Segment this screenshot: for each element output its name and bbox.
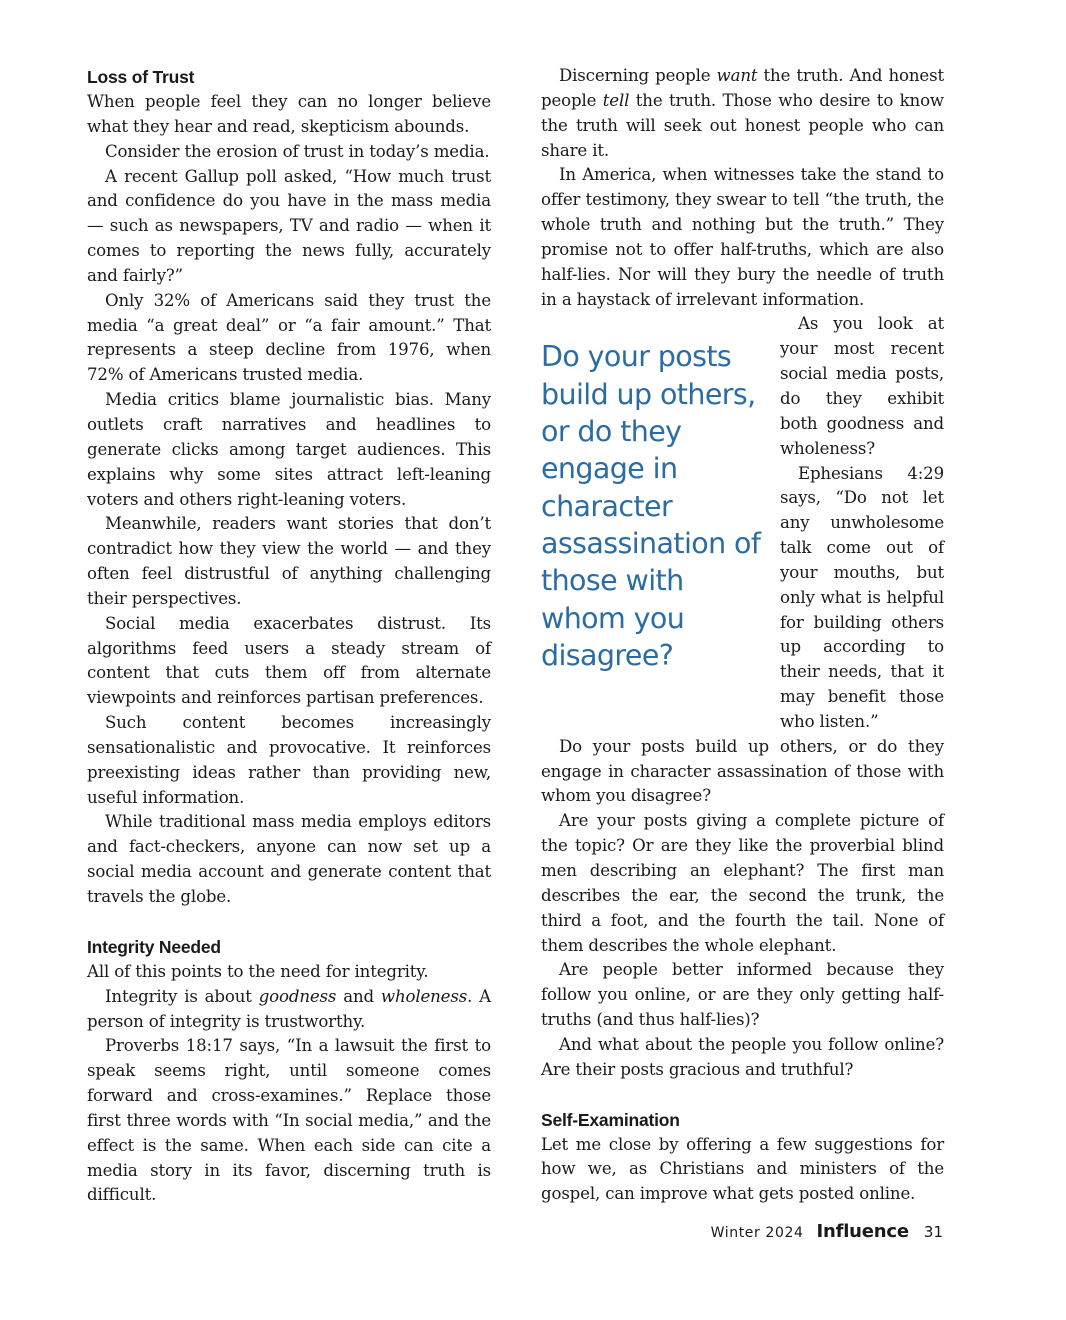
paragraph: Consider the erosion of trust in today’s media.	[105, 141, 490, 161]
paragraph: As you look at your most recent social media posts, do they exhibit both goodness and wholeness?	[780, 314, 944, 458]
paragraph: Are your posts giving a complete picture of the topic? Or are they like the proverbial blind men describing an elephant? The first man describes the ear, the second the trunk, the third a foot, and the fourth the tail. None of them describes the whole elephant.	[541, 811, 944, 955]
emphasis-wholeness: wholeness	[380, 986, 468, 1006]
issue-date: Winter 2024	[710, 1225, 804, 1241]
paragraph: Integrity is about goodness and wholeness. A person of integrity is trustworthy.	[87, 986, 491, 1031]
emphasis-want: want	[716, 66, 758, 85]
paragraph: Discerning people want the truth. And honest people tell the truth. Those who desire to know the truth will seek out honest people who can share it.	[541, 66, 944, 160]
pull-quote-section	[541, 312, 944, 734]
paragraph: And what about the people you follow online? Are their posts gracious and truthful?	[541, 1034, 944, 1079]
paragraph: Are people better informed because they follow you online, or are they only getting half-truths (and thus half-lies)?	[541, 960, 944, 1030]
paragraph: Only 32% of Americans said they trust the media “a great deal” or “a fair amount.” That represents a steep decline from 1976, when 72% of Americans trusted media.	[87, 290, 491, 385]
page-number: 31	[923, 1223, 943, 1241]
paragraph: Social media exacerbates distrust. Its algorithms feed users a steady stream of content that cuts them off from alternate viewpoints and reinforces partisan preferences.	[87, 613, 491, 708]
left-column	[87, 64, 491, 1208]
page-footer	[711, 1221, 943, 1242]
paragraph: Media critics blame journalistic bias. Many outlets craft narratives and headlines to generate clicks among target audiences. This explains why some sites attract left-leaning voters and others right-leaning voters.	[87, 390, 491, 509]
emphasis-tell: tell	[602, 90, 630, 110]
paragraph: In America, when witnesses take the stand to offer testimony, they swear to tell “the truth, the whole truth and nothing but the truth.” They promise not to offer half-truths, which are also half-lies. Nor will they bury the needle of truth in a haystack of irrelevant information.	[541, 165, 944, 309]
emphasis-goodness: goodness	[258, 986, 337, 1006]
paragraph: All of this points to the need for integrity.	[87, 961, 429, 981]
section-heading-integrity-needed: Integrity Needed	[87, 936, 221, 957]
paragraph: When people feel they can no longer believe what they hear and read, skepticism abounds.	[87, 92, 491, 136]
pull-quote: Do your posts build up others, or do they engage in character assassination of those with whom you disagree?	[541, 340, 761, 672]
paragraph: Ephesians 4:29 says, “Do not let any unwholesome talk come out of your mouths, but only what is helpful for building others up according to their needs, that it may benefit those who listen.”	[780, 463, 944, 731]
right-column	[541, 64, 944, 1207]
paragraph: Let me close by offering a few suggestions for how we, as Christians and ministers of the gospel, can improve what gets posted online.	[541, 1134, 944, 1204]
paragraph: A recent Gallup poll asked, “How much trust and confidence do you have in the mass media — such as newspapers, TV and radio — when it comes to reporting the news fully, accurately and fairly?”	[87, 166, 491, 285]
paragraph: While traditional mass media employs editors and fact-checkers, anyone can now set up a social media account and generate content that travels the globe.	[87, 812, 491, 906]
section-heading-loss-of-trust: Loss of Trust	[87, 67, 195, 87]
section-heading-self-examination: Self-Examination	[541, 1109, 680, 1130]
paragraph: Do your posts build up others, or do they engage in character assassination of those with whom you disagree?	[541, 736, 944, 806]
magazine-name: Influence	[816, 1221, 909, 1242]
side-text-column	[780, 312, 944, 734]
paragraph: Such content becomes increasingly sensationalistic and provocative. It reinforces preexisting ideas rather than providing new, useful information.	[87, 713, 491, 807]
paragraph: Meanwhile, readers want stories that don’t contradict how they view the world — and they often feel distrustful of anything challenging their perspectives.	[87, 514, 491, 608]
paragraph: Proverbs 18:17 says, “In a lawsuit the first to speak seems right, until someone comes forward and cross-examines.” Replace those first three words with “In social media,” and the effect is the same. When each side can cite a media story in its favor, discerning truth is difficult.	[87, 1036, 491, 1205]
